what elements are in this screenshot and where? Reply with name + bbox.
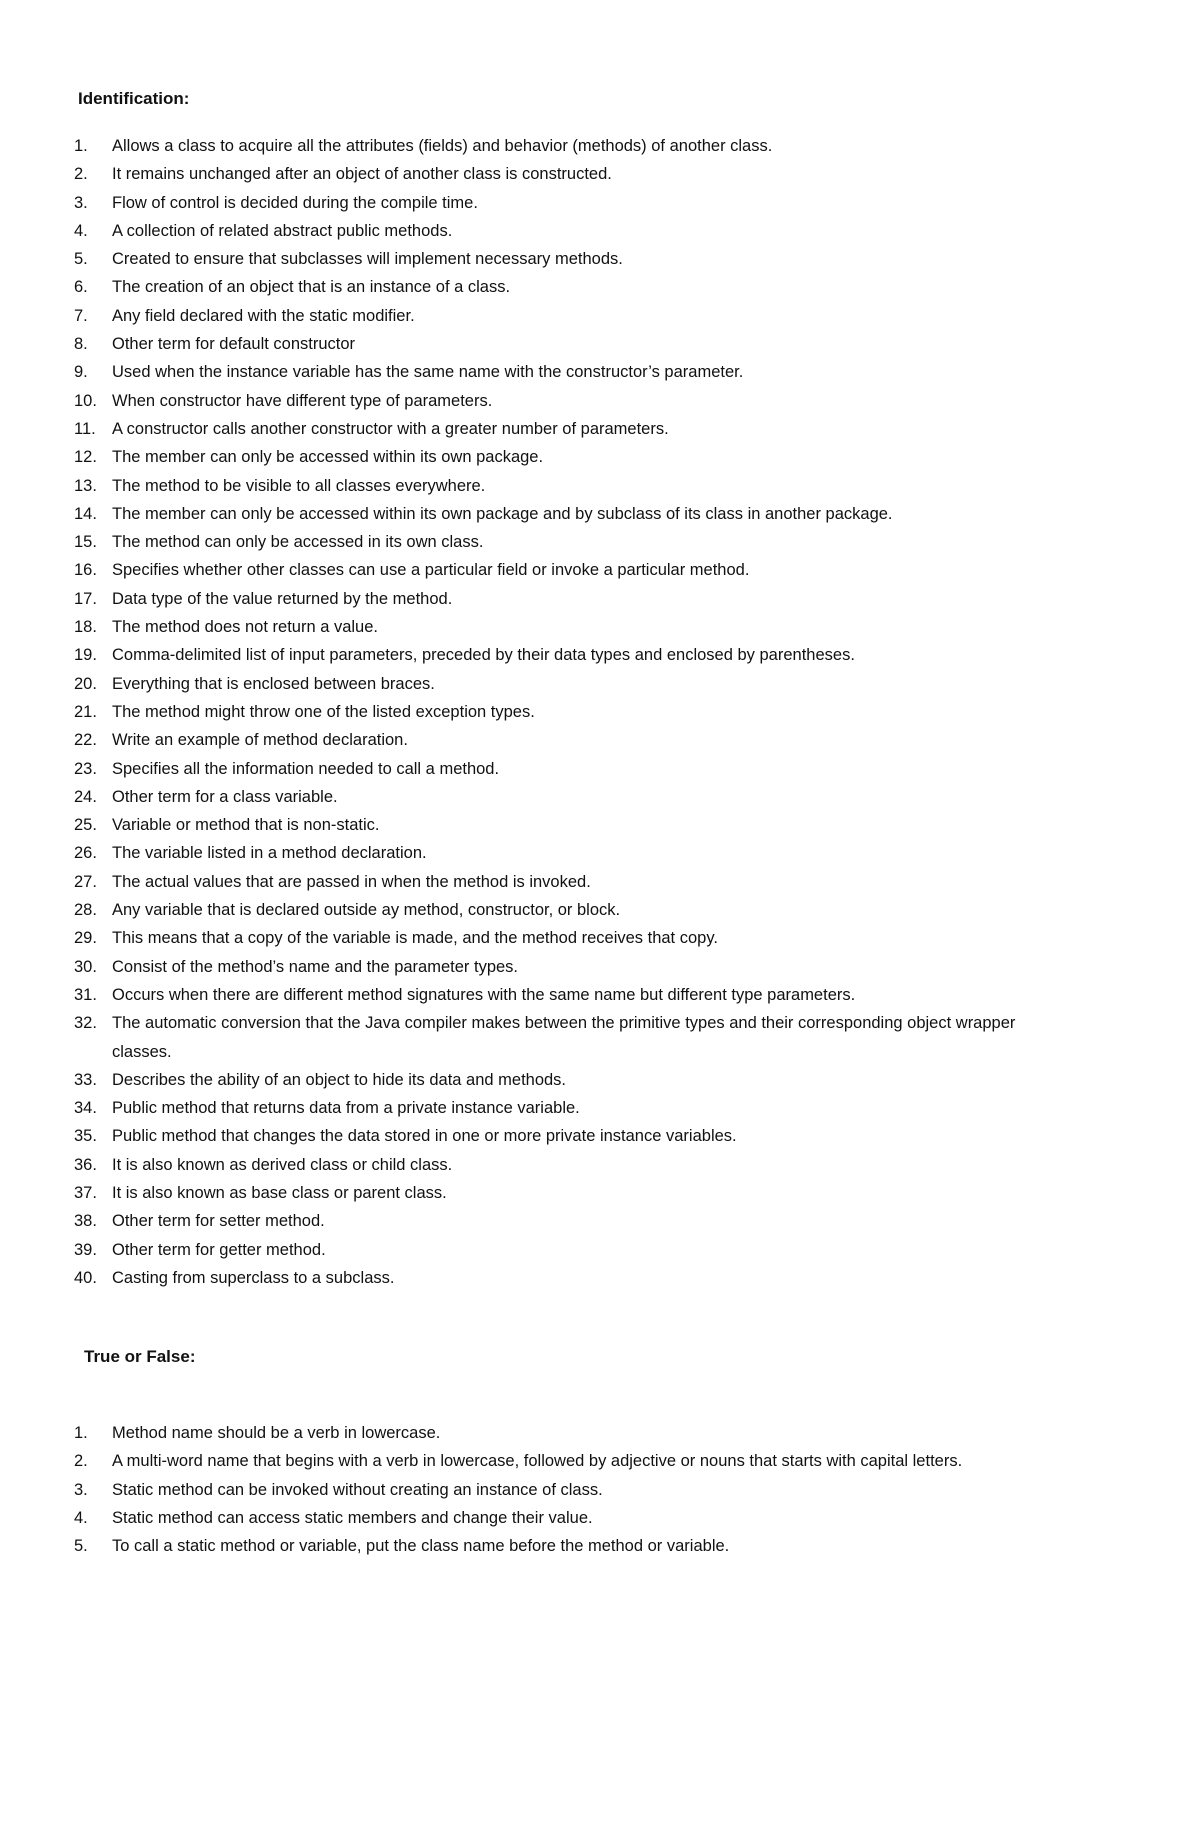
true-false-list bbox=[70, 1419, 1070, 1560]
identification-heading: Identification: bbox=[78, 89, 190, 108]
identification-item bbox=[70, 1151, 1070, 1179]
identification-item bbox=[70, 755, 1070, 783]
identification-item bbox=[70, 839, 1070, 867]
item-number: 1. bbox=[74, 1424, 88, 1442]
item-number: 21. bbox=[74, 702, 97, 721]
identification-item bbox=[70, 245, 1070, 273]
item-number: 5. bbox=[74, 1537, 88, 1556]
item-text: Describes the ability of an object to hide its data and methods. bbox=[112, 1070, 567, 1089]
identification-item bbox=[70, 189, 1070, 217]
identification-item bbox=[70, 1122, 1070, 1150]
identification-item bbox=[70, 613, 1070, 641]
true-false-item bbox=[70, 1532, 1070, 1560]
identification-item bbox=[70, 1236, 1070, 1264]
item-text: Static method can be invoked without creating an instance of class. bbox=[112, 1480, 603, 1499]
item-text: Other term for a class variable. bbox=[112, 787, 338, 806]
identification-item bbox=[70, 528, 1070, 556]
item-number: 24. bbox=[74, 787, 97, 806]
item-number: 25. bbox=[74, 816, 97, 835]
item-text: Method name should be a verb in lowercase. bbox=[112, 1424, 441, 1442]
identification-item bbox=[70, 302, 1070, 330]
item-text: A constructor calls another constructor with a greater number of parameters. bbox=[112, 419, 669, 438]
item-number: 28. bbox=[74, 901, 97, 920]
identification-item bbox=[70, 472, 1070, 500]
identification-item bbox=[70, 358, 1070, 386]
item-number: 26. bbox=[74, 844, 97, 863]
item-text: When constructor have different type of parameters. bbox=[112, 391, 493, 410]
item-text: The creation of an object that is an instance of a class. bbox=[112, 278, 511, 297]
identification-item bbox=[70, 726, 1070, 754]
item-text: The method to be visible to all classes everywhere. bbox=[112, 476, 486, 495]
item-text: It is also known as derived class or child class. bbox=[112, 1155, 453, 1174]
item-text: Specifies all the information needed to call a method. bbox=[112, 759, 500, 778]
item-number: 15. bbox=[74, 533, 97, 552]
item-text: The variable listed in a method declaration. bbox=[112, 844, 427, 863]
identification-item bbox=[70, 1066, 1070, 1094]
identification-item bbox=[70, 1179, 1070, 1207]
identification-item bbox=[70, 981, 1070, 1009]
identification-item bbox=[70, 217, 1070, 245]
item-text: Casting from superclass to a subclass. bbox=[112, 1268, 395, 1287]
item-number: 8. bbox=[74, 335, 88, 354]
identification-item bbox=[70, 387, 1070, 415]
item-number: 5. bbox=[74, 250, 88, 269]
identification-item bbox=[70, 953, 1070, 981]
item-number: 16. bbox=[74, 561, 97, 580]
identification-item bbox=[70, 868, 1070, 896]
item-number: 19. bbox=[74, 646, 97, 665]
item-number: 13. bbox=[74, 476, 97, 495]
item-number: 3. bbox=[74, 193, 88, 212]
true-false-item bbox=[70, 1419, 1070, 1447]
true-false-item bbox=[70, 1476, 1070, 1504]
item-text: The automatic conversion that the Java compiler makes between the primitive types and their corresponding object wrapper classes. bbox=[112, 1014, 1016, 1061]
item-number: 11. bbox=[74, 419, 96, 438]
true-false-item bbox=[70, 1447, 1070, 1475]
item-text: The method does not return a value. bbox=[112, 618, 378, 637]
identification-item bbox=[70, 556, 1070, 584]
item-number: 38. bbox=[74, 1212, 97, 1231]
identification-item bbox=[70, 641, 1070, 669]
item-number: 2. bbox=[74, 165, 88, 184]
item-text: The actual values that are passed in when the method is invoked. bbox=[112, 872, 591, 891]
item-number: 9. bbox=[74, 363, 88, 382]
item-number: 33. bbox=[74, 1070, 97, 1089]
item-text: A multi-word name that begins with a verb in lowercase, followed by adjective or nouns that starts with capital letters. bbox=[112, 1452, 963, 1471]
item-number: 36. bbox=[74, 1155, 97, 1174]
item-text: It remains unchanged after an object of another class is constructed. bbox=[112, 165, 612, 184]
item-text: It is also known as base class or parent class. bbox=[112, 1183, 447, 1202]
item-text: This means that a copy of the variable is made, and the method receives that copy. bbox=[112, 929, 718, 948]
identification-item bbox=[70, 415, 1070, 443]
identification-item bbox=[70, 1009, 1070, 1066]
item-number: 40. bbox=[74, 1268, 97, 1287]
item-text: Occurs when there are different method signatures with the same name but different type parameters. bbox=[112, 985, 856, 1004]
item-number: 7. bbox=[74, 306, 88, 325]
item-text: Write an example of method declaration. bbox=[112, 731, 408, 750]
identification-list bbox=[70, 132, 1070, 1292]
identification-item bbox=[70, 132, 1070, 160]
identification-item bbox=[70, 783, 1070, 811]
identification-item bbox=[70, 670, 1070, 698]
item-text: Flow of control is decided during the compile time. bbox=[112, 193, 478, 212]
item-text: Consist of the method’s name and the parameter types. bbox=[112, 957, 519, 976]
item-text: Public method that changes the data stored in one or more private instance variables. bbox=[112, 1127, 737, 1146]
item-number: 2. bbox=[74, 1452, 88, 1471]
item-number: 32. bbox=[74, 1014, 97, 1033]
true-false-item bbox=[70, 1504, 1070, 1532]
item-text: Other term for setter method. bbox=[112, 1212, 325, 1231]
item-number: 6. bbox=[74, 278, 88, 297]
identification-item bbox=[70, 273, 1070, 301]
item-number: 27. bbox=[74, 872, 97, 891]
item-text: Data type of the value returned by the method. bbox=[112, 589, 453, 608]
item-number: 10. bbox=[74, 391, 97, 410]
identification-item bbox=[70, 330, 1070, 358]
item-text: The method can only be accessed in its own class. bbox=[112, 533, 484, 552]
item-number: 18. bbox=[74, 618, 97, 637]
item-number: 22. bbox=[74, 731, 97, 750]
item-number: 4. bbox=[74, 221, 88, 240]
item-number: 39. bbox=[74, 1240, 97, 1259]
item-text: Used when the instance variable has the same name with the constructor’s parameter. bbox=[112, 363, 744, 382]
item-number: 20. bbox=[74, 674, 97, 693]
item-number: 1. bbox=[74, 137, 88, 155]
item-text: Comma-delimited list of input parameters, preceded by their data types and enclosed by parentheses. bbox=[112, 646, 855, 665]
identification-item bbox=[70, 924, 1070, 952]
item-text: Created to ensure that subclasses will implement necessary methods. bbox=[112, 250, 623, 269]
identification-item bbox=[70, 1094, 1070, 1122]
item-text: Static method can access static members and change their value. bbox=[112, 1508, 593, 1527]
item-number: 12. bbox=[74, 448, 97, 467]
item-number: 34. bbox=[74, 1099, 97, 1118]
item-number: 35. bbox=[74, 1127, 97, 1146]
item-number: 14. bbox=[74, 504, 97, 523]
item-number: 31. bbox=[74, 985, 97, 1004]
item-text: Any field declared with the static modifier. bbox=[112, 306, 415, 325]
identification-item bbox=[70, 443, 1070, 471]
item-text: The member can only be accessed within its own package. bbox=[112, 448, 544, 467]
item-number: 30. bbox=[74, 957, 97, 976]
item-text: Allows a class to acquire all the attributes (fields) and behavior (methods) of another class. bbox=[112, 137, 773, 155]
item-number: 29. bbox=[74, 929, 97, 948]
item-number: 3. bbox=[74, 1480, 88, 1499]
identification-item bbox=[70, 160, 1070, 188]
item-text: Variable or method that is non-static. bbox=[112, 816, 380, 835]
identification-item bbox=[70, 698, 1070, 726]
identification-item bbox=[70, 811, 1070, 839]
item-text: Other term for default constructor bbox=[112, 335, 356, 354]
item-number: 4. bbox=[74, 1508, 88, 1527]
item-text: The member can only be accessed within its own package and by subclass of its class in another package. bbox=[112, 504, 893, 523]
identification-item bbox=[70, 896, 1070, 924]
item-number: 17. bbox=[74, 589, 97, 608]
item-number: 37. bbox=[74, 1183, 97, 1202]
item-text: A collection of related abstract public methods. bbox=[112, 221, 453, 240]
item-text: Specifies whether other classes can use a particular field or invoke a particular method. bbox=[112, 561, 750, 580]
item-text: Any variable that is declared outside ay method, constructor, or block. bbox=[112, 901, 621, 920]
item-text: Other term for getter method. bbox=[112, 1240, 326, 1259]
identification-item bbox=[70, 1207, 1070, 1235]
identification-item bbox=[70, 585, 1070, 613]
true-false-heading: True or False: bbox=[84, 1347, 196, 1366]
identification-item bbox=[70, 500, 1070, 528]
item-text: Public method that returns data from a private instance variable. bbox=[112, 1099, 580, 1118]
item-text: To call a static method or variable, put the class name before the method or variable. bbox=[112, 1537, 730, 1556]
identification-item bbox=[70, 1264, 1070, 1292]
item-text: Everything that is enclosed between braces. bbox=[112, 674, 435, 693]
item-text: The method might throw one of the listed exception types. bbox=[112, 702, 535, 721]
item-number: 23. bbox=[74, 759, 97, 778]
